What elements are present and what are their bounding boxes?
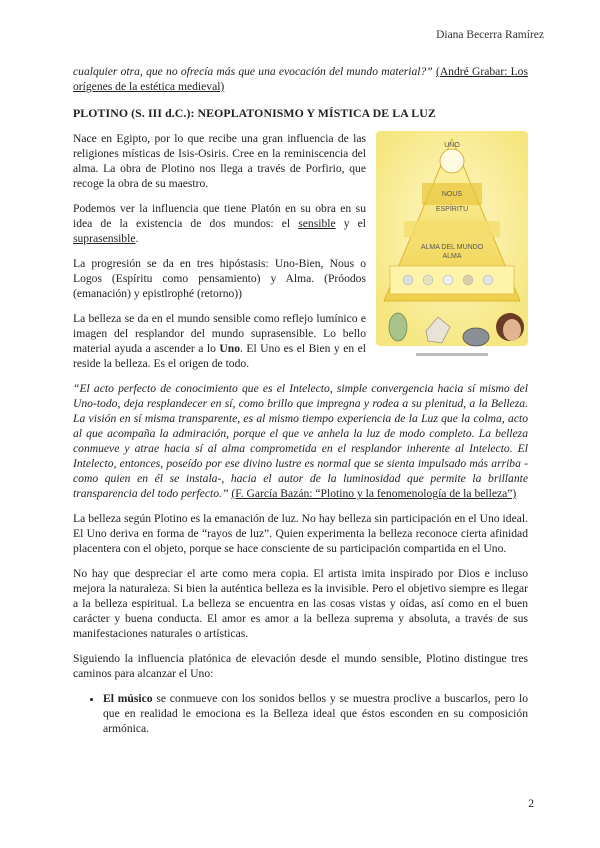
term-suprasensible: suprasensible	[73, 232, 136, 245]
document-body	[73, 64, 528, 736]
paragraph-7: Siguiendo la influencia platónica de elevación desde el mundo sensible, Plotino distingue tres caminos para alcanzar el Uno:	[73, 652, 528, 680]
term-uno: Uno	[219, 342, 240, 355]
section-title: PLOTINO (S. III d.C.): NEOPLATONISMO Y MÍSTICA DE LA LUZ	[73, 106, 436, 120]
paragraph-3: La progresión se da en tres hipóstasis: Uno-Bien, Nous o Logos (Espíritu como pensamiento) y Alma. (Próodos (emanación) y epistlrophé (retorno))	[73, 257, 366, 300]
page-number: 2	[528, 798, 534, 810]
paragraph-2-end: .	[135, 232, 139, 245]
long-quote-citation: (F. García Bazán: “Plotino y la fenomenología de la belleza”)	[231, 487, 517, 500]
long-quote-text: “El acto perfecto de conocimiento que es el Intelecto, simple convergencia hacia sí mismo del Uno-todo, deja resplandecer en sí, como brillo que impregna y rodea a su plenitud, a la Belleza. La visión en sí misma transparente, es al mismo tiempo experiencia de la Luz que la colma, acto al que acompaña la admiración, porque el que ve anhela la luz de modo completo. La belleza conmueve y atrae hacia sí al alma comprometida en el resplandor inherente al Intelecto. El Intelecto, entonces, poseído por ese divino lustre es normal que se sienta impulsado más arriba -como quien en él se instala-, hacia el autor de la luminosidad que permite la brillante transparencia del todo perfecto.”	[73, 382, 528, 500]
diagram-label-alma-mundo: ALMA DEL MUNDO	[420, 244, 484, 251]
paragraph-6: No hay que despreciar el arte como mera copia. El artista imita inspirado por Dios e incluso mejora la naturaleza. Si bien la auténtica belleza es la invisible. Pero el objetivo siempre es llegar a la belleza espiritual. La belleza se encuentra en las cosas vistas y oídas, así como en el buen carácter y buena conducta. El amor es amor a la belleza suprema y absoluta, a través de sus manifestaciones naturales o artísticas.	[73, 567, 528, 640]
diagram-image	[376, 131, 528, 364]
diagram-label-alma: ALMA	[442, 253, 462, 260]
paragraph-4-text: La belleza se da en el mundo sensible como reflejo lumínico e imagen del resplandor del mundo suprasensible. Lo bello material ayuda a ascender a lo	[73, 312, 366, 355]
paragraph-2-connector: y el	[335, 217, 367, 230]
leaf-illustration	[389, 313, 407, 341]
page-header-author: Diana Becerra Ramírez	[436, 29, 544, 41]
diagram-label-uno: UNO	[444, 142, 460, 149]
intro-quote-text: cualquier otra, que no ofrecía más que una evocación del mundo material?”	[73, 65, 433, 78]
long-quote	[73, 381, 528, 501]
term-sensible: sensible	[298, 217, 336, 230]
paragraph-1: Nace en Egipto, por lo que recibe una gran influencia de las religiones místicas de Isis-Osiris. Cree en la reminiscencia del alma. La obra de Plotino nos llega a través de Porfirio, que recoge la obra de su maestro.	[73, 132, 366, 190]
intro-quote	[73, 64, 528, 94]
list-item-title: El músico	[103, 692, 153, 705]
list-item-text: se conmueve con los sonidos bellos y se muestra proclive a buscarlos, pero lo que en realidad le emociona es la Belleza ideal que éstos esconden en su composición armónica.	[103, 692, 528, 735]
paragraph-4-end: . El Uno es el Bien y en el reside la belleza. Es el origen de todo.	[73, 342, 366, 370]
diagram-label-espiritu: ESPÍRITU	[435, 206, 469, 213]
paragraph-2-text: Podemos ver la influencia que tiene Platón en su obra en su idea de la existencia de dos mundos: el	[73, 202, 366, 230]
paragraph-5: La belleza según Plotino es la emanación de luz. No hay belleza sin participación en el Uno ideal. El Uno deriva en forma de “rayos de luz”. Quien experimenta la belleza reconoce cierta afinidad placentera con el objeto, porque se hace consciente de su participación compartida en el Uno.	[73, 512, 528, 555]
paths-list	[73, 691, 528, 736]
animal-illustration	[463, 328, 489, 346]
intro-quote-citation: (André Grabar: Los orígenes de la estética medieval)	[73, 65, 528, 93]
list-item	[103, 691, 528, 736]
diagram-label-nous: NOUS	[441, 191, 463, 198]
plotinus-hypostases-diagram	[376, 131, 528, 364]
